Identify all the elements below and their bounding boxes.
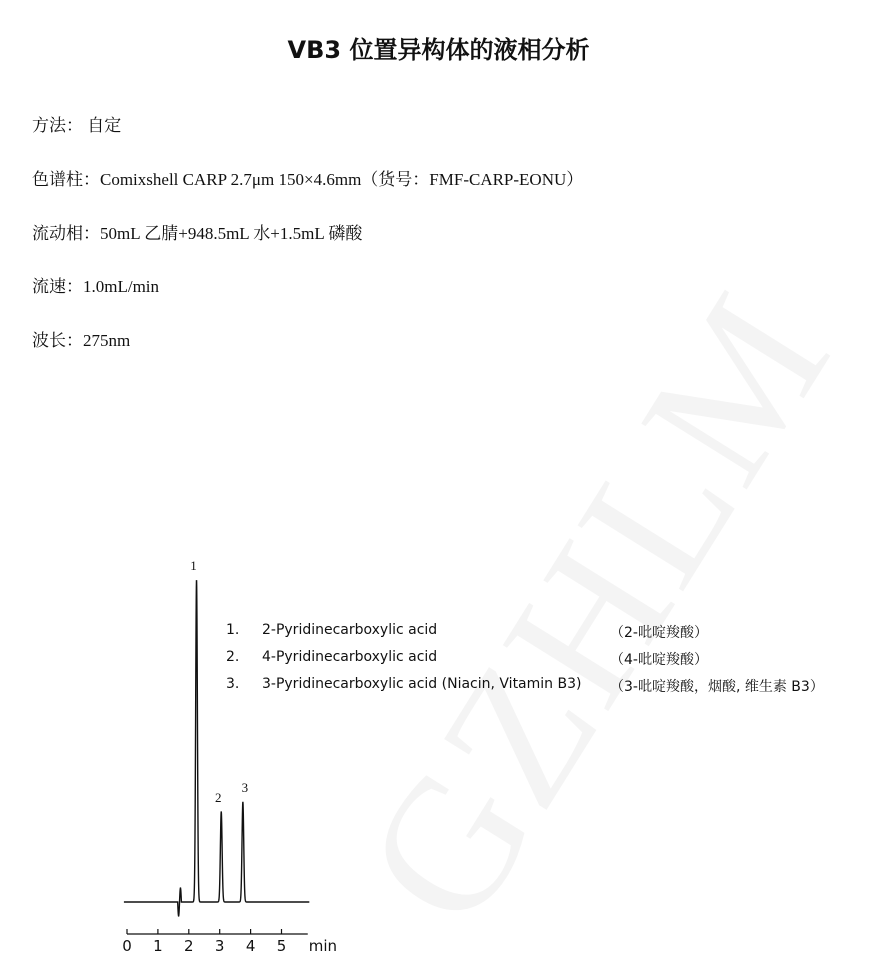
x-tick-label: 5 bbox=[276, 937, 287, 955]
info-label: 波长： bbox=[32, 331, 83, 351]
info-value: Comixshell CARP 2.7μm 150×4.6mm（货号：FMF-CARP-EONU） bbox=[100, 170, 584, 189]
peak-label: 1 bbox=[190, 558, 197, 573]
info-label: 色谱柱： bbox=[32, 170, 100, 190]
info-value: 275nm bbox=[83, 331, 131, 350]
legend-compound-name: 4-Pyridinecarboxylic acid bbox=[262, 649, 438, 665]
info-value: 自定 bbox=[83, 116, 122, 135]
x-tick-label: 1 bbox=[153, 937, 163, 955]
x-tick-label: 4 bbox=[245, 937, 256, 955]
info-label: 流速： bbox=[32, 277, 83, 297]
legend-number: 2. bbox=[226, 649, 240, 665]
x-tick-label: 0 bbox=[122, 937, 132, 955]
page-title: VB3 位置异构体的液相分析 bbox=[287, 36, 590, 64]
info-label: 流动相： bbox=[32, 224, 100, 244]
info-value: 50mL 乙腈+948.5mL 水+1.5mL 磷酸 bbox=[100, 224, 363, 243]
legend-number: 1. bbox=[226, 622, 240, 638]
peak-label: 3 bbox=[241, 780, 249, 796]
legend-number: 3. bbox=[226, 676, 240, 692]
legend-compound-name: 2-Pyridinecarboxylic acid bbox=[262, 622, 438, 638]
legend-compound-cn: （4-吡啶羧酸） bbox=[610, 652, 708, 668]
legend-compound-cn: （3-吡啶羧酸，烟酸, 维生素 B3） bbox=[610, 679, 824, 695]
info-value: 1.0mL/min bbox=[83, 277, 160, 296]
peak-label: 2 bbox=[214, 789, 222, 805]
info-label: 方法： bbox=[32, 116, 83, 136]
x-tick-label: 2 bbox=[184, 937, 194, 955]
x-tick-label: 3 bbox=[214, 937, 225, 955]
legend-compound-cn: （2-吡啶羧酸） bbox=[610, 625, 708, 641]
x-axis-label: min bbox=[308, 937, 338, 955]
legend-compound-name: 3-Pyridinecarboxylic acid (Niacin, Vitamin B3) bbox=[262, 676, 582, 692]
